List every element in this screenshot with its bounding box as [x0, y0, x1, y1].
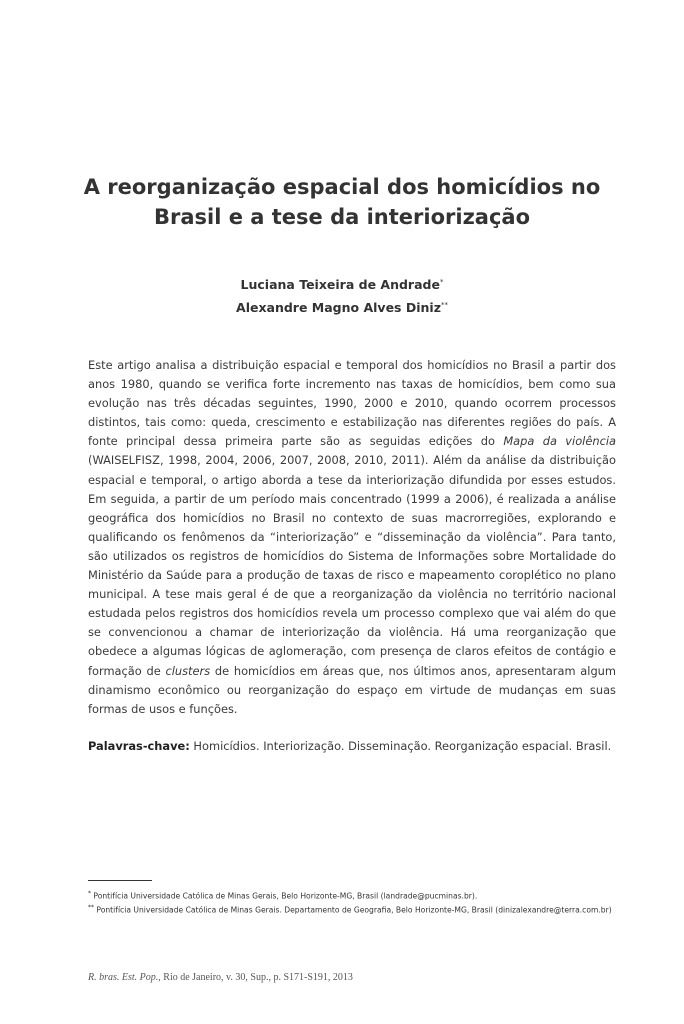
footnote-2-text: Pontifícia Universidade Católica de Minas Gerais. Departamento de Geografia, Belo Horizonte-MG, Brasil (dinizalexandre@terra.com.br): [94, 905, 612, 915]
running-footer: [88, 972, 618, 983]
journal-name: R. bras. Est. Pop.: [88, 972, 159, 983]
author-1: [60, 272, 624, 295]
abstract-part-1: Este artigo analisa a distribuição espacial e temporal dos homicídios no Brasil a partir dos anos 1980, quando se verifica forte incremento nas taxas de homicídios, bem como sua evolução nas três décadas seguintes, 1990, 2000 e 2010, quando ocorrem processos distintos, tais como: queda, crescimento e estabilização nas diferentes regiões do país. A fonte principal dessa primeira parte são as seguidas edições do: [88, 358, 616, 449]
abstract-part-2: (WAISELFISZ, 1998, 2004, 2006, 2007, 2008, 2010, 2011). Além da análise da distribuição espacial e temporal, o artigo aborda a tese da interiorização difundida por esses estudos. Em seguida, a partir de um período mais concentrado (1999 a 2006), é realizada a análise geográfica dos homicídios no Brasil no contexto de suas macrorregiões, explorando e qualificando os fenômenos da “interiorização” e “disseminação da violência”. Para tanto, são utilizados os registros de homicídios do Sistema de Informações sobre Mortalidade do Ministério da Saúde para a produção de taxas de risco e mapeamento coroplético no plano municipal. A tese mais geral é de que a reorganização da violência no território nacional estudada pelos registros dos homicídios revela um processo complexo que vai além do que se convencionou a chamar de interiorização da violência. Há uma reorganização que obedece a algumas lógicas de aglomeração, com presença de claros efeitos de contágio e formação de: [88, 453, 616, 678]
abstract-italic-clusters: clusters: [165, 663, 211, 678]
keywords-label: Palavras-chave:: [88, 739, 190, 753]
footnotes: [88, 888, 618, 916]
author-1-footnote-mark: *: [439, 278, 444, 286]
author-list: [60, 272, 624, 318]
author-1-name: Luciana Teixeira de Andrade: [240, 277, 440, 293]
keywords: [88, 737, 616, 756]
footnote-2: [88, 902, 618, 916]
abstract-part-3: de homicídios em áreas que, nos últimos anos, apresentaram algum dinamismo econômico ou reorganização do espaço em virtude de mudanças em suas formas de usos e funções.: [88, 663, 616, 716]
footnote-2-mark: **: [88, 904, 94, 912]
abstract-italic-mapa: Mapa da violência: [503, 434, 616, 449]
footnote-1-mark: *: [88, 890, 91, 897]
publication-details: , Rio de Janeiro, v. 30, Sup., p. S171-S191, 2013: [158, 972, 353, 983]
author-2-footnote-mark: **: [440, 301, 448, 310]
abstract: [88, 356, 616, 719]
author-2-name: Alexandre Magno Alves Diniz: [236, 300, 441, 316]
article-title: [60, 172, 624, 232]
footnote-divider: [88, 880, 152, 881]
footnote-1: [88, 888, 618, 902]
title-line-1: A reorganização espacial dos homicídios no: [83, 175, 601, 199]
title-line-2: Brasil e a tese da interiorização: [153, 205, 531, 229]
footnote-1-text: Pontifícia Universidade Católica de Minas Gerais, Belo Horizonte-MG, Brasil (landrade@pucminas.br).: [91, 891, 478, 901]
author-2: [60, 295, 624, 318]
keywords-text: Homicídios. Interiorização. Disseminação. Reorganização espacial. Brasil.: [189, 739, 612, 753]
